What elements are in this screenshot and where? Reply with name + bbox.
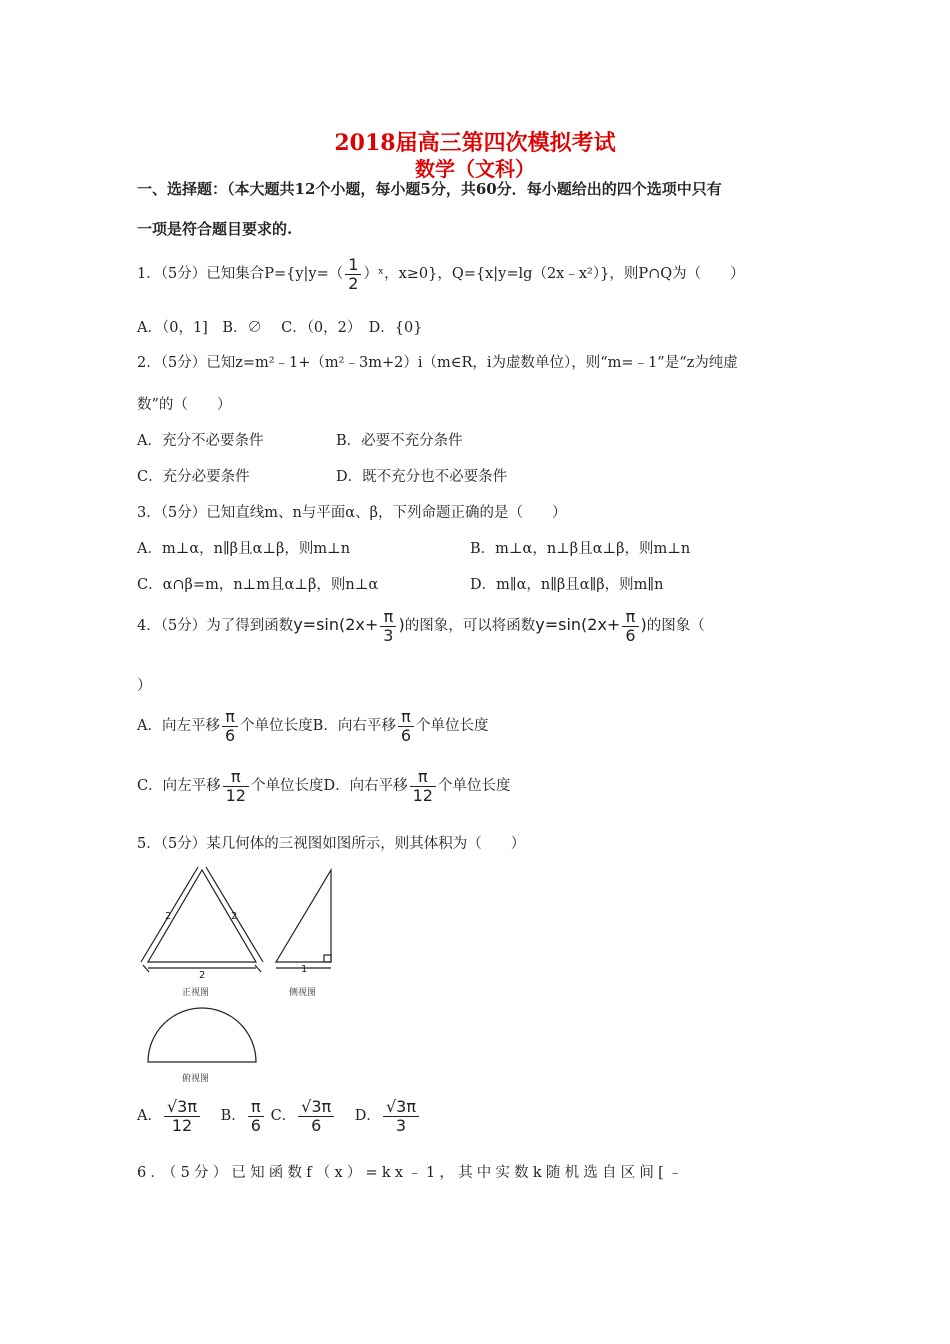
pi-symbol: π (380, 608, 396, 627)
q2-option-b: B．必要不充分条件 (336, 433, 463, 449)
q4-option-a-frac (222, 708, 238, 744)
pi-symbol: π (622, 608, 638, 627)
q4-stem-pre: 4．（5分）为了得到函数 (137, 618, 294, 635)
q4-option-d-post: 个单位长度 (437, 778, 511, 795)
question-4 (137, 608, 705, 644)
q4-option-c-text: C．向左平移 (137, 778, 221, 795)
q4-function-2: y=sin(2x+ (535, 615, 621, 635)
side-view-length: 1 (301, 964, 308, 975)
q3-stem: 3．（5分）已知直线m、n与平面α、β，下列命题正确的是（ ） (137, 505, 567, 521)
q4-stem-mid: 的图象，可以将函数 (404, 618, 536, 635)
right-angle-mark (324, 955, 331, 962)
q4-fraction-2 (622, 608, 638, 644)
q2-option-c: C．充分必要条件 (137, 469, 250, 485)
pi-symbol: π (222, 708, 238, 727)
top-view-semicircle (148, 1008, 256, 1062)
front-view (141, 867, 263, 972)
q5-stem: 5．（5分）某几何体的三视图如图所示，则其体积为（ ） (137, 836, 526, 852)
q2-option-a: A．充分不必要条件 (137, 433, 264, 449)
section-heading-line2: 一项是符合题目要求的. (137, 220, 293, 238)
q4-frac2-den: 6 (625, 625, 636, 645)
q1-fraction (345, 256, 361, 292)
front-view-label: 正视图 (182, 988, 210, 998)
close-paren: ) (640, 615, 647, 635)
q5-option-c-label: C． (270, 1108, 297, 1125)
side-view-label: 侧视图 (289, 988, 317, 998)
q1-options: A．（0，1] B．∅ C．（0，2） D．{0} (137, 320, 423, 336)
q4-stem-close: ） (137, 678, 152, 694)
q5-options (137, 1098, 421, 1134)
q5-option-d-frac (383, 1098, 419, 1134)
q4-options-ab (137, 708, 489, 744)
q1-stem-post: ）ˣ，x≥0}，Q={x|y=lg（2x﹣x²）}，则P∩Q为（ ） (363, 266, 745, 283)
pi-symbol: π (410, 768, 436, 787)
exam-title: 2018届高三第四次模拟考试 (334, 130, 616, 156)
q2-option-d: D．既不充分也不必要条件 (336, 469, 508, 485)
frac-den: 12 (225, 785, 246, 805)
q5-option-a-frac (164, 1098, 200, 1134)
q3-option-b: B．m⊥α，n⊥β且α⊥β，则m⊥n (470, 541, 691, 557)
q6-stem: 6．（5分）已知函数f（x）=kx﹣1，其中实数k随机选自区间[﹣ (137, 1165, 687, 1181)
side-view-triangle (276, 870, 331, 962)
q4-frac1-den: 3 (383, 625, 394, 645)
q5-option-b-frac (248, 1098, 264, 1134)
frac-den: 6 (311, 1115, 322, 1135)
q4-option-a-text: A．向左平移 (137, 718, 220, 735)
q3-option-a: A．m⊥α，n∥β且α⊥β，则m⊥n (137, 541, 351, 557)
frac-den: 3 (395, 1115, 407, 1135)
q5-option-b-label: B． (220, 1108, 246, 1125)
pi-symbol: π (223, 768, 249, 787)
sqrt3-pi: √3π (383, 1098, 419, 1117)
q1-stem-pre: 1．（5分）已知集合P={y|y=（ (137, 266, 344, 283)
frac-den: 12 (171, 1115, 193, 1135)
front-view-right-length: 2 (231, 911, 238, 922)
frac-den: 6 (250, 1115, 261, 1135)
q3-option-d: D．m∥α，n∥β且α∥β，则m∥n (470, 577, 664, 593)
three-view-figure (135, 862, 345, 1092)
q4-options-cd (137, 768, 510, 804)
q4-option-c-frac (223, 768, 249, 804)
pi-symbol: π (398, 708, 414, 727)
frac-den: 6 (224, 725, 236, 745)
section-heading-line1: 一、选择题：（本大题共12个小题，每小题5分，共60分．每小题给出的四个选项中只有 (137, 180, 722, 198)
q5-option-a-label: A． (137, 1108, 162, 1125)
side-view (276, 870, 331, 968)
q4-function-1: y=sin(2x+ (293, 615, 379, 635)
question-1 (137, 256, 745, 292)
frac-den: 12 (412, 785, 433, 805)
q1-frac-num: 1 (345, 256, 361, 275)
q4-option-d-frac (410, 768, 436, 804)
q4-fraction-1 (380, 608, 396, 644)
q4-stem-post: 的图象（ (646, 618, 705, 635)
q4-option-d-text: 个单位长度D．向右平移 (250, 778, 408, 795)
pi-symbol: π (248, 1098, 264, 1117)
q4-option-b-text: 个单位长度B．向右平移 (240, 718, 396, 735)
q2-stem-line1: 2．（5分）已知z=m²﹣1+（m²﹣3m+2）i（m∈R，i为虚数单位），则“m=﹣1”是“z为纯虚 (137, 355, 738, 371)
q4-option-b-frac (398, 708, 414, 744)
q5-option-d-label: D． (354, 1108, 381, 1125)
front-view-left-length: 2 (165, 911, 172, 922)
q1-frac-den: 2 (348, 273, 359, 293)
q4-option-b-post: 个单位长度 (416, 718, 489, 735)
q5-option-c-frac (298, 1098, 334, 1134)
front-view-bottom-length: 2 (199, 970, 206, 981)
close-paren: ) (398, 615, 405, 635)
exam-subtitle: 数学（文科） (415, 157, 535, 181)
sqrt3-pi: √3π (298, 1098, 334, 1117)
frac-den: 6 (400, 725, 412, 745)
sqrt3-pi: √3π (164, 1098, 200, 1117)
q3-option-c: C．α∩β=m，n⊥m且α⊥β，则n⊥α (137, 577, 379, 593)
q2-stem-line2: 数”的（ ） (137, 397, 232, 413)
top-view-label: 俯视图 (182, 1074, 210, 1084)
